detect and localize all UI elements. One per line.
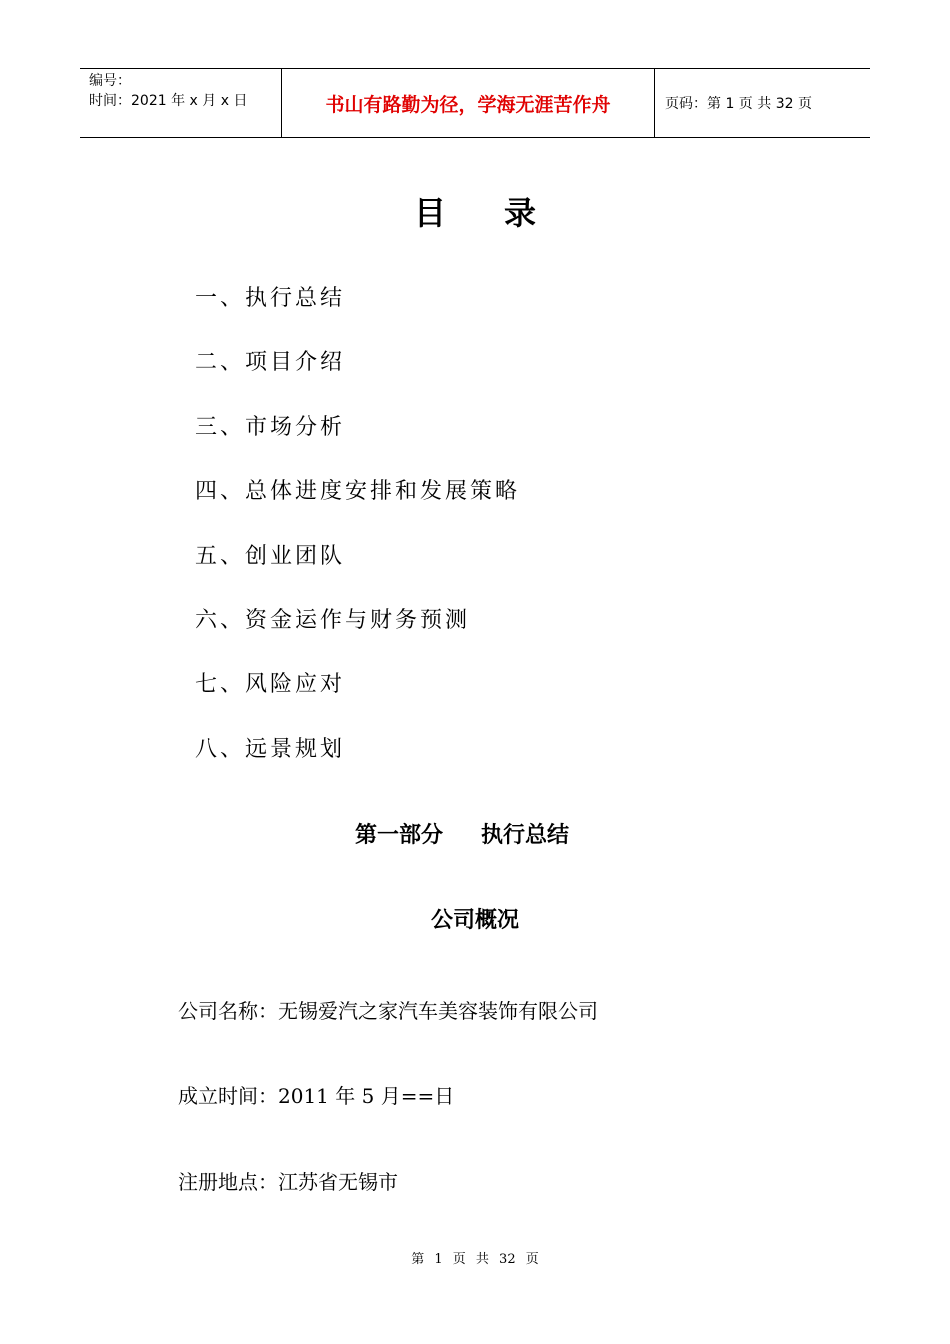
toc-item[interactable]: 八、远景规划 [195,736,346,762]
company-name: 公司名称：无锡爱汽之家汽车美容装饰有限公司 [178,999,598,1023]
toc-item[interactable]: 三、市场分析 [195,414,346,440]
header-page-info: 页码：第 1 页 共 32 页 [665,96,812,112]
toc-list [195,282,520,797]
toc-title: 目录 [413,194,594,232]
part-heading [355,818,569,849]
page-header [80,68,870,138]
toc-item[interactable]: 七、风险应对 [195,672,346,698]
toc-item[interactable]: 六、资金运作与财务预测 [195,607,471,633]
header-motto: 书山有路勤为径，学海无涯苦作舟 [325,93,611,116]
toc-item[interactable]: 二、项目介绍 [195,350,346,376]
toc-item[interactable]: 一、执行总结 [195,286,346,311]
toc-item[interactable]: 四、总体进度安排和发展策略 [195,479,521,505]
header-number-label: 编号： [89,73,131,89]
header-time-label: 时间：2021 年 x 月 x 日 [89,93,248,109]
header-meta [80,69,282,137]
part-title: 执行总结 [481,823,570,848]
part-number: 第一部分 [355,823,444,848]
section-subtitle: 公司概况 [430,908,519,933]
header-motto-cell [282,69,655,137]
company-founded: 成立时间：2011 年 5 月==日 [178,1084,455,1108]
page-footer: 第 1 页 共 32 页 [411,1252,539,1267]
company-address: 注册地点：江苏省无锡市 [178,1170,398,1194]
toc-item[interactable]: 五、创业团队 [195,543,346,569]
